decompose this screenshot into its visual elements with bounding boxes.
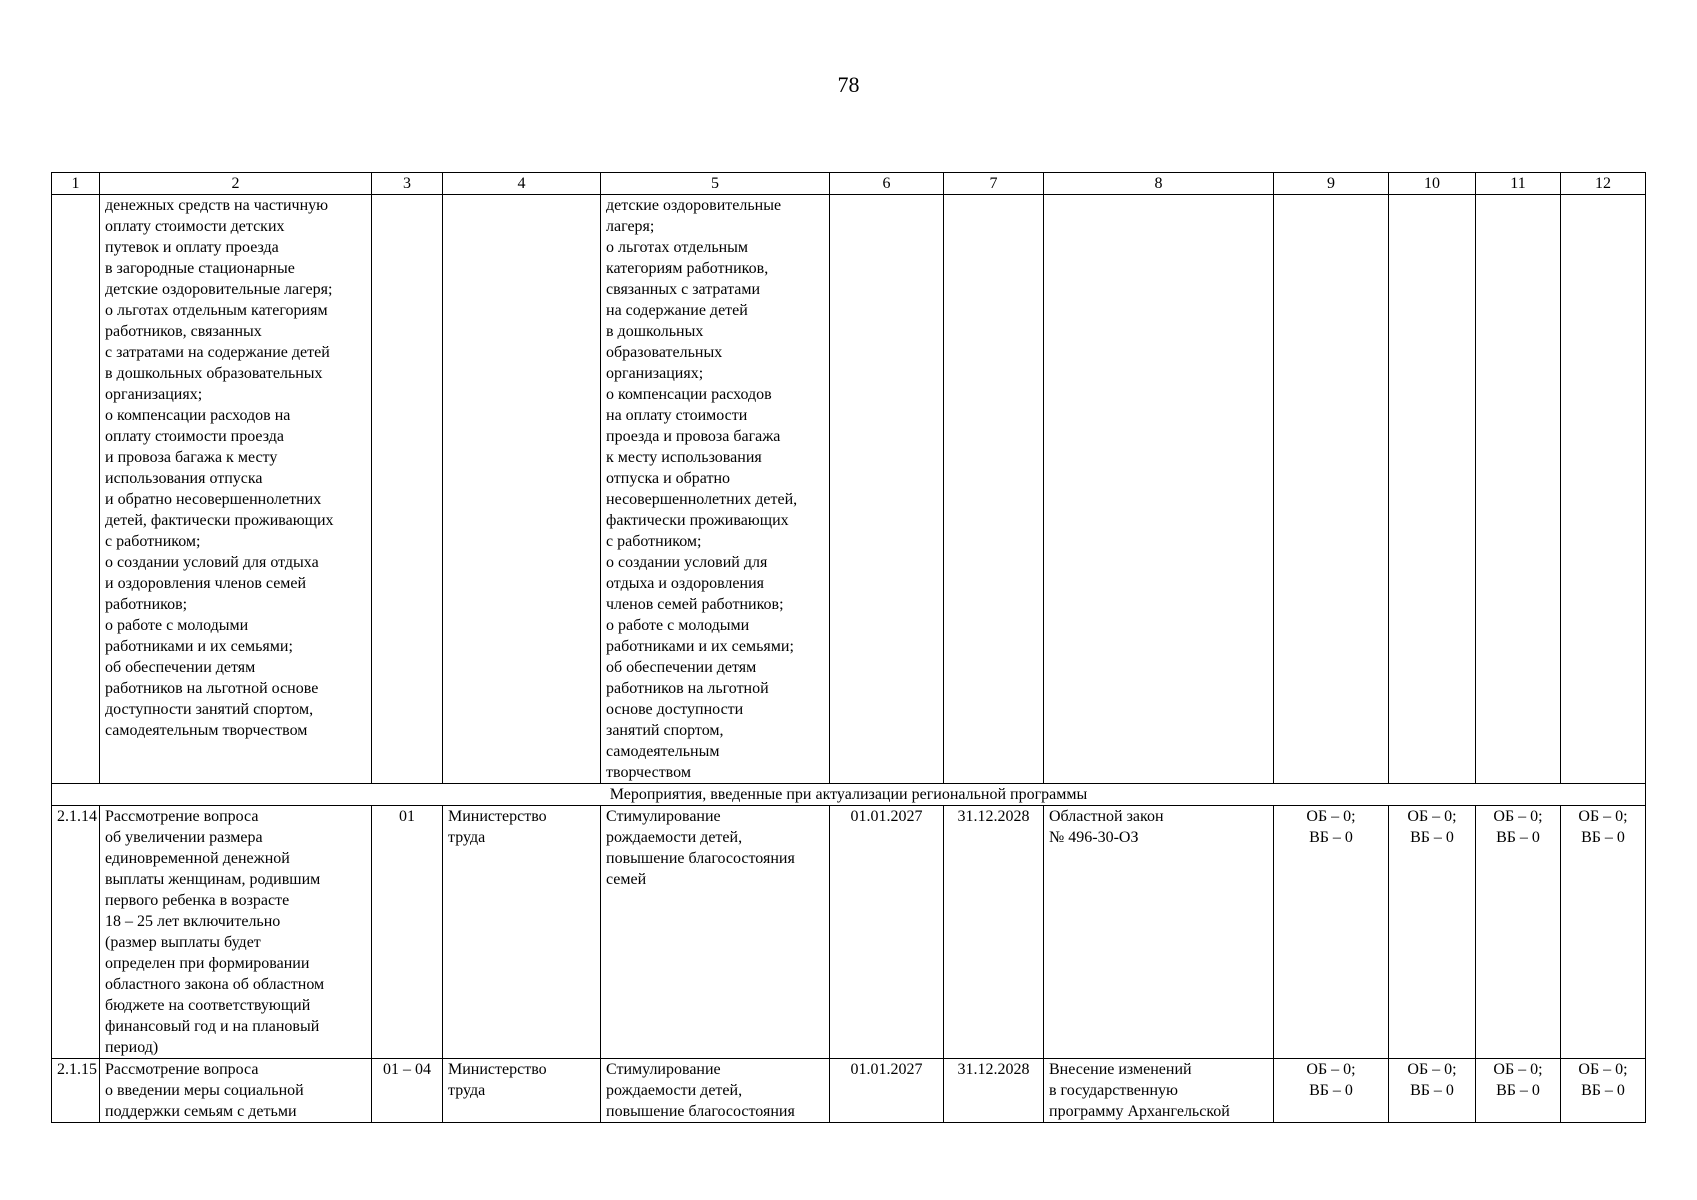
text-line: к месту использования: [606, 449, 762, 466]
text-line: работниками и их семьями;: [606, 638, 794, 655]
header-col-2: 2: [100, 173, 372, 195]
text-line: Рассмотрение вопроса: [105, 808, 259, 825]
cell-col-8: [1044, 195, 1274, 784]
text-line: программу Архангельской: [1049, 1103, 1230, 1120]
header-col-6: 6: [830, 173, 944, 195]
text-line: о создании условий для: [606, 554, 768, 571]
text-line: в государственную: [1049, 1082, 1178, 1099]
section-title: Мероприятия, введенные при актуализации региональной программы: [52, 784, 1646, 806]
text-line: ВБ – 0: [1496, 829, 1540, 846]
legal-basis: [1044, 806, 1274, 1059]
text-line: о компенсации расходов: [606, 386, 772, 403]
text-line: Министерство: [448, 1061, 547, 1078]
text-line: 18 – 25 лет включительно: [105, 913, 281, 930]
text-line: детские оздоровительные: [606, 197, 782, 214]
text-line: первого ребенка в возрасте: [105, 892, 290, 909]
text-line: самодеятельным: [606, 743, 720, 760]
continuation-result-text: [601, 195, 830, 784]
row-number: 2.1.14: [52, 806, 100, 1059]
funding-col-12: [1561, 806, 1646, 1059]
code-cell: 01 – 04: [372, 1059, 443, 1123]
text-line: ОБ – 0;: [1578, 808, 1628, 825]
text-line: на содержание детей: [606, 302, 748, 319]
text-line: рождаемости детей,: [606, 1082, 743, 1099]
text-line: Стимулирование: [606, 1061, 721, 1078]
text-line: самодеятельным творчеством: [105, 722, 308, 739]
text-line: финансовый год и на плановый: [105, 1018, 320, 1035]
text-line: об увеличении размера: [105, 829, 263, 846]
cell-col-10: [1389, 195, 1476, 784]
header-col-9: 9: [1274, 173, 1389, 195]
text-line: о введении меры социальной: [105, 1082, 304, 1099]
text-line: и обратно несовершеннолетних: [105, 491, 322, 508]
text-line: Стимулирование: [606, 808, 721, 825]
text-line: повышение благосостояния: [606, 850, 795, 867]
header-col-3: 3: [372, 173, 443, 195]
expected-result: [601, 806, 830, 1059]
text-line: детские оздоровительные лагеря;: [105, 281, 333, 298]
cell-col-4: [443, 195, 601, 784]
text-line: бюджете на соответствующий: [105, 997, 311, 1014]
measures-table: [51, 172, 1646, 1123]
text-line: о работе с молодыми: [105, 617, 249, 634]
text-line: несовершеннолетних детей,: [606, 491, 798, 508]
text-line: период): [105, 1039, 159, 1056]
text-line: о компенсации расходов на: [105, 407, 291, 424]
text-line: Областной закон: [1049, 808, 1164, 825]
text-line: на оплату стоимости: [606, 407, 748, 424]
text-line: ВБ – 0: [1309, 829, 1353, 846]
text-line: с работником;: [105, 533, 201, 550]
text-line: отдыха и оздоровления: [606, 575, 764, 592]
header-col-1: 1: [52, 173, 100, 195]
end-date: 31.12.2028: [944, 1059, 1044, 1123]
text-line: семей: [606, 871, 647, 888]
text-line: работников;: [105, 596, 188, 613]
text-line: ВБ – 0: [1496, 1082, 1540, 1099]
text-line: в дошкольных: [606, 323, 704, 340]
text-line: ОБ – 0;: [1407, 808, 1457, 825]
text-line: с работником;: [606, 533, 702, 550]
text-line: повышение благосостояния: [606, 1103, 795, 1120]
text-line: доступности занятий спортом,: [105, 701, 314, 718]
table-row: [52, 806, 1646, 1059]
funding-col-10: [1389, 1059, 1476, 1123]
text-line: ОБ – 0;: [1306, 1061, 1356, 1078]
text-line: труда: [448, 829, 486, 846]
funding-col-9: [1274, 1059, 1389, 1123]
header-col-4: 4: [443, 173, 601, 195]
text-line: в дошкольных образовательных: [105, 365, 323, 382]
text-line: работников на льготной: [606, 680, 769, 697]
text-line: связанных с затратами: [606, 281, 761, 298]
start-date: 01.01.2027: [830, 806, 944, 1059]
text-line: о создании условий для отдыха: [105, 554, 319, 571]
text-line: ОБ – 0;: [1493, 1061, 1543, 1078]
text-line: единовременной денежной: [105, 850, 290, 867]
text-line: отпуска и обратно: [606, 470, 731, 487]
text-line: и провоза багажа к месту: [105, 449, 278, 466]
funding-col-10: [1389, 806, 1476, 1059]
text-line: ОБ – 0;: [1493, 808, 1543, 825]
text-line: (размер выплаты будет: [105, 934, 261, 951]
text-line: оплату стоимости проезда: [105, 428, 284, 445]
text-line: определен при формировании: [105, 955, 310, 972]
text-line: выплаты женщинам, родившим: [105, 871, 321, 888]
expected-result: [601, 1059, 830, 1123]
text-line: об обеспечении детям: [606, 659, 757, 676]
table-row: [52, 1059, 1646, 1123]
text-line: путевок и оплату проезда: [105, 239, 279, 256]
text-line: образовательных: [606, 344, 723, 361]
activity-name: [100, 1059, 372, 1123]
section-row: [52, 784, 1646, 806]
text-line: Рассмотрение вопроса: [105, 1061, 259, 1078]
text-line: детей, фактически проживающих: [105, 512, 334, 529]
text-line: № 496-30-ОЗ: [1049, 829, 1139, 846]
text-line: основе доступности: [606, 701, 744, 718]
text-line: творчеством: [606, 764, 691, 781]
header-col-10: 10: [1389, 173, 1476, 195]
code-cell: 01: [372, 806, 443, 1059]
legal-basis: [1044, 1059, 1274, 1123]
header-col-8: 8: [1044, 173, 1274, 195]
text-line: о работе с молодыми: [606, 617, 750, 634]
text-line: областного закона об областном: [105, 976, 325, 993]
text-line: ВБ – 0: [1309, 1082, 1353, 1099]
cell-col-12: [1561, 195, 1646, 784]
text-line: организациях;: [105, 386, 203, 403]
cell-col-7: [944, 195, 1044, 784]
continuation-activity-text: [100, 195, 372, 784]
text-line: проезда и провоза багажа: [606, 428, 781, 445]
text-line: работников, связанных: [105, 323, 262, 340]
end-date: 31.12.2028: [944, 806, 1044, 1059]
text-line: ВБ – 0: [1581, 829, 1625, 846]
funding-col-11: [1476, 806, 1561, 1059]
responsible-executor: [443, 806, 601, 1059]
text-line: оплату стоимости детских: [105, 218, 285, 235]
text-line: организациях;: [606, 365, 704, 382]
text-line: труда: [448, 1082, 486, 1099]
text-line: ВБ – 0: [1410, 1082, 1454, 1099]
text-line: работников на льготной основе: [105, 680, 319, 697]
text-line: работниками и их семьями;: [105, 638, 293, 655]
text-line: фактически проживающих: [606, 512, 789, 529]
text-line: Внесение изменений: [1049, 1061, 1192, 1078]
text-line: Министерство: [448, 808, 547, 825]
cell-col-3: [372, 195, 443, 784]
text-line: категориям работников,: [606, 260, 769, 277]
text-line: ОБ – 0;: [1578, 1061, 1628, 1078]
text-line: ОБ – 0;: [1407, 1061, 1457, 1078]
text-line: ВБ – 0: [1581, 1082, 1625, 1099]
text-line: рождаемости детей,: [606, 829, 743, 846]
continuation-row: [52, 195, 1646, 784]
text-line: о льготах отдельным категориям: [105, 302, 328, 319]
text-line: с затратами на содержание детей: [105, 344, 330, 361]
header-col-11: 11: [1476, 173, 1561, 195]
row-number: 2.1.15: [52, 1059, 100, 1123]
text-line: о льготах отдельным: [606, 239, 749, 256]
text-line: членов семей работников;: [606, 596, 784, 613]
header-col-7: 7: [944, 173, 1044, 195]
cell-col-11: [1476, 195, 1561, 784]
funding-col-11: [1476, 1059, 1561, 1123]
cell-col-6: [830, 195, 944, 784]
text-line: ВБ – 0: [1410, 829, 1454, 846]
text-line: денежных средств на частичную: [105, 197, 329, 214]
text-line: занятий спортом,: [606, 722, 724, 739]
start-date: 01.01.2027: [830, 1059, 944, 1123]
activity-name: [100, 806, 372, 1059]
column-number-header-row: [52, 173, 1646, 195]
text-line: лагеря;: [606, 218, 655, 235]
text-line: и оздоровления членов семей: [105, 575, 307, 592]
page-number: 78: [837, 72, 860, 97]
funding-col-9: [1274, 806, 1389, 1059]
header-col-5: 5: [601, 173, 830, 195]
text-line: использования отпуска: [105, 470, 263, 487]
cell-num: [52, 195, 100, 784]
text-line: ОБ – 0;: [1306, 808, 1356, 825]
header-col-12: 12: [1561, 173, 1646, 195]
text-line: в загородные стационарные: [105, 260, 295, 277]
cell-col-9: [1274, 195, 1389, 784]
text-line: об обеспечении детям: [105, 659, 256, 676]
funding-col-12: [1561, 1059, 1646, 1123]
responsible-executor: [443, 1059, 601, 1123]
text-line: поддержки семьям с детьми: [105, 1103, 297, 1120]
